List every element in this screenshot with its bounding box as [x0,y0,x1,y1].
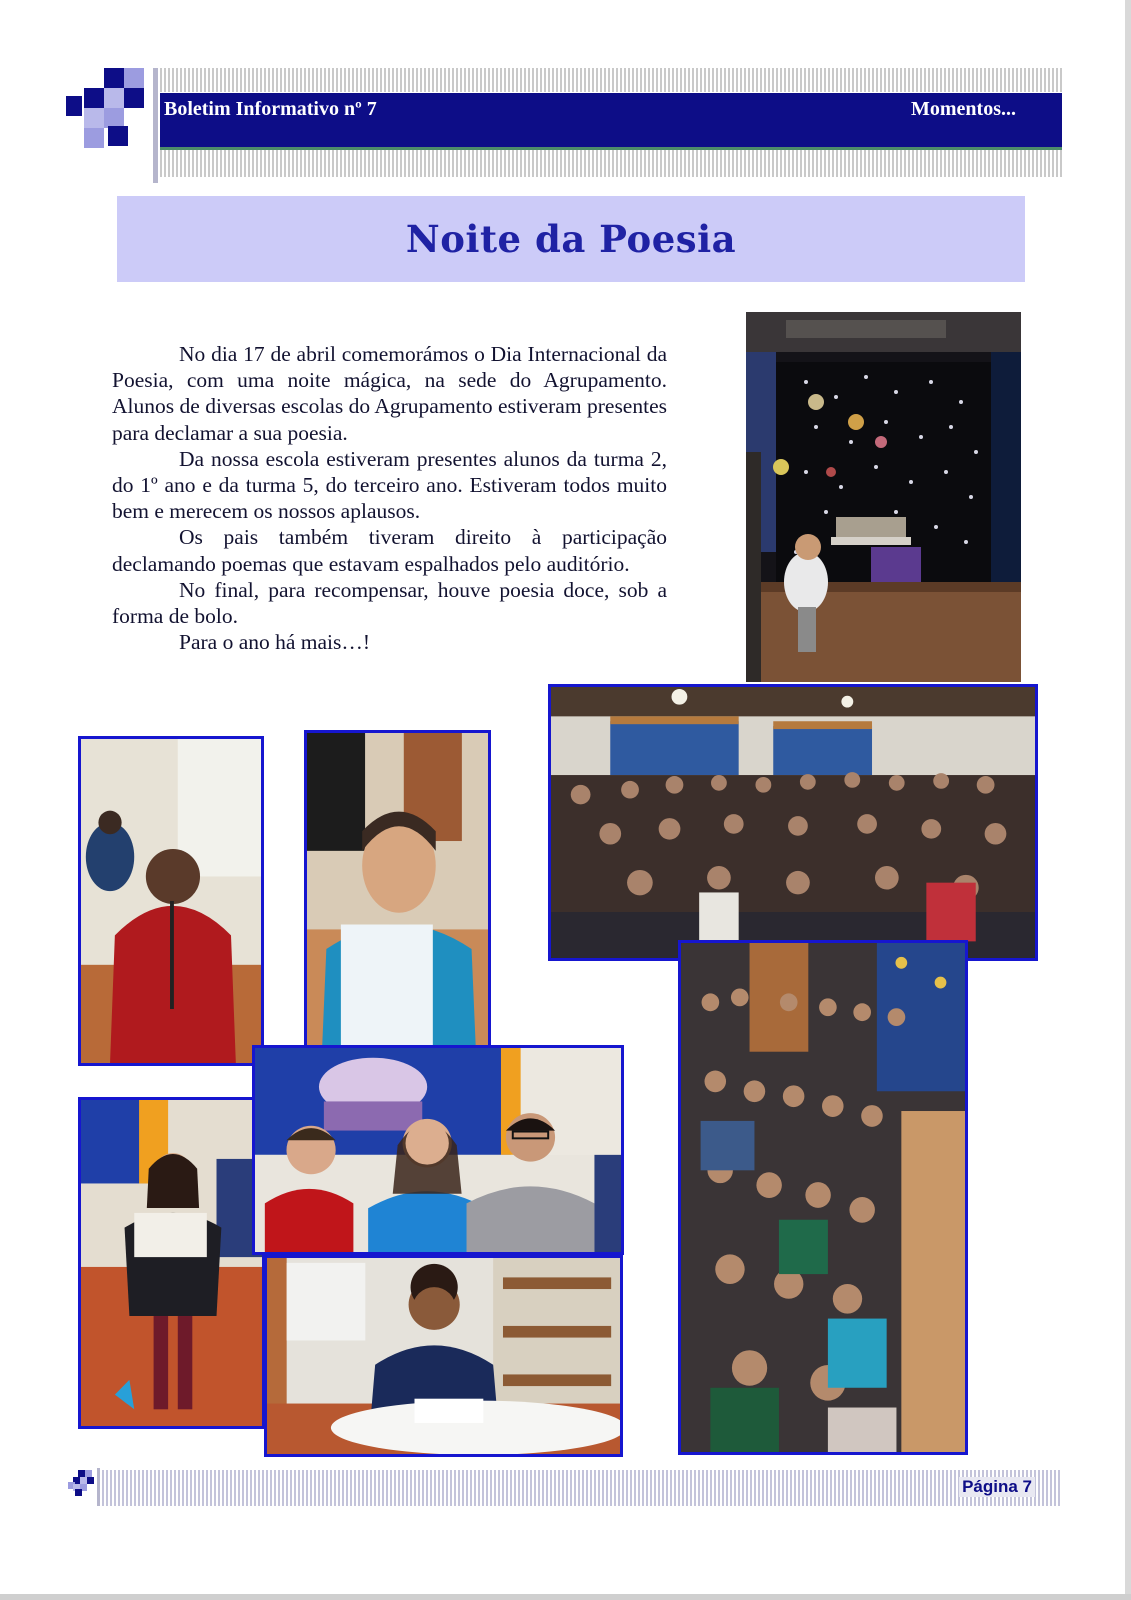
photo-boy-desk [264,1255,623,1457]
section-title: Momentos... [911,98,1016,120]
article-paragraph: No final, para recompensar, houve poesia doce, sob a forma de bolo. [112,577,667,629]
header-stripes-bottom [160,150,1062,177]
page-number: Página 7 [959,1477,1035,1497]
photo-boy-paper [304,730,491,1065]
header-divider [153,68,158,183]
bulletin-title: Boletim Informativo nº 7 [164,98,377,120]
article-paragraph: No dia 17 de abril comemorámos o Dia Internacional da Poesia, com uma noite mágica, na sede do Agrupamento. Alunos de diversas escolas do Agrupamento estiveram presentes para declamar a sua poesia. [112,342,667,445]
photo-three-kids [252,1045,624,1255]
article-title-box [117,196,1025,282]
photo-boy-red [78,736,264,1066]
photo-audience [548,684,1038,961]
photo-crowd [678,940,968,1455]
footer-stripes [102,1470,1062,1506]
header-stripes-top [160,68,1062,92]
article-title: Noite da Poesia [405,217,737,261]
page-bottom-edge [0,1594,1131,1600]
article-paragraph: Da nossa escola estiveram presentes alunos da turma 2, do 1º ano e da turma 5, do terceiro ano. Estiveram todos muito bem e merecem os nossos aplausos. [112,446,667,524]
newsletter-logo [66,68,148,150]
article-body [112,341,667,655]
article-paragraph: Os pais também tiveram direito à participação declamando poemas que estavam espalhados pelo auditório. [112,525,667,576]
footer-logo [68,1470,94,1496]
photo-stage [746,312,1021,682]
page-edge [1125,0,1131,1600]
footer-divider [97,1468,100,1506]
photo-girl-reading [78,1097,265,1429]
article-paragraph: Para o ano há mais…! [179,630,371,655]
